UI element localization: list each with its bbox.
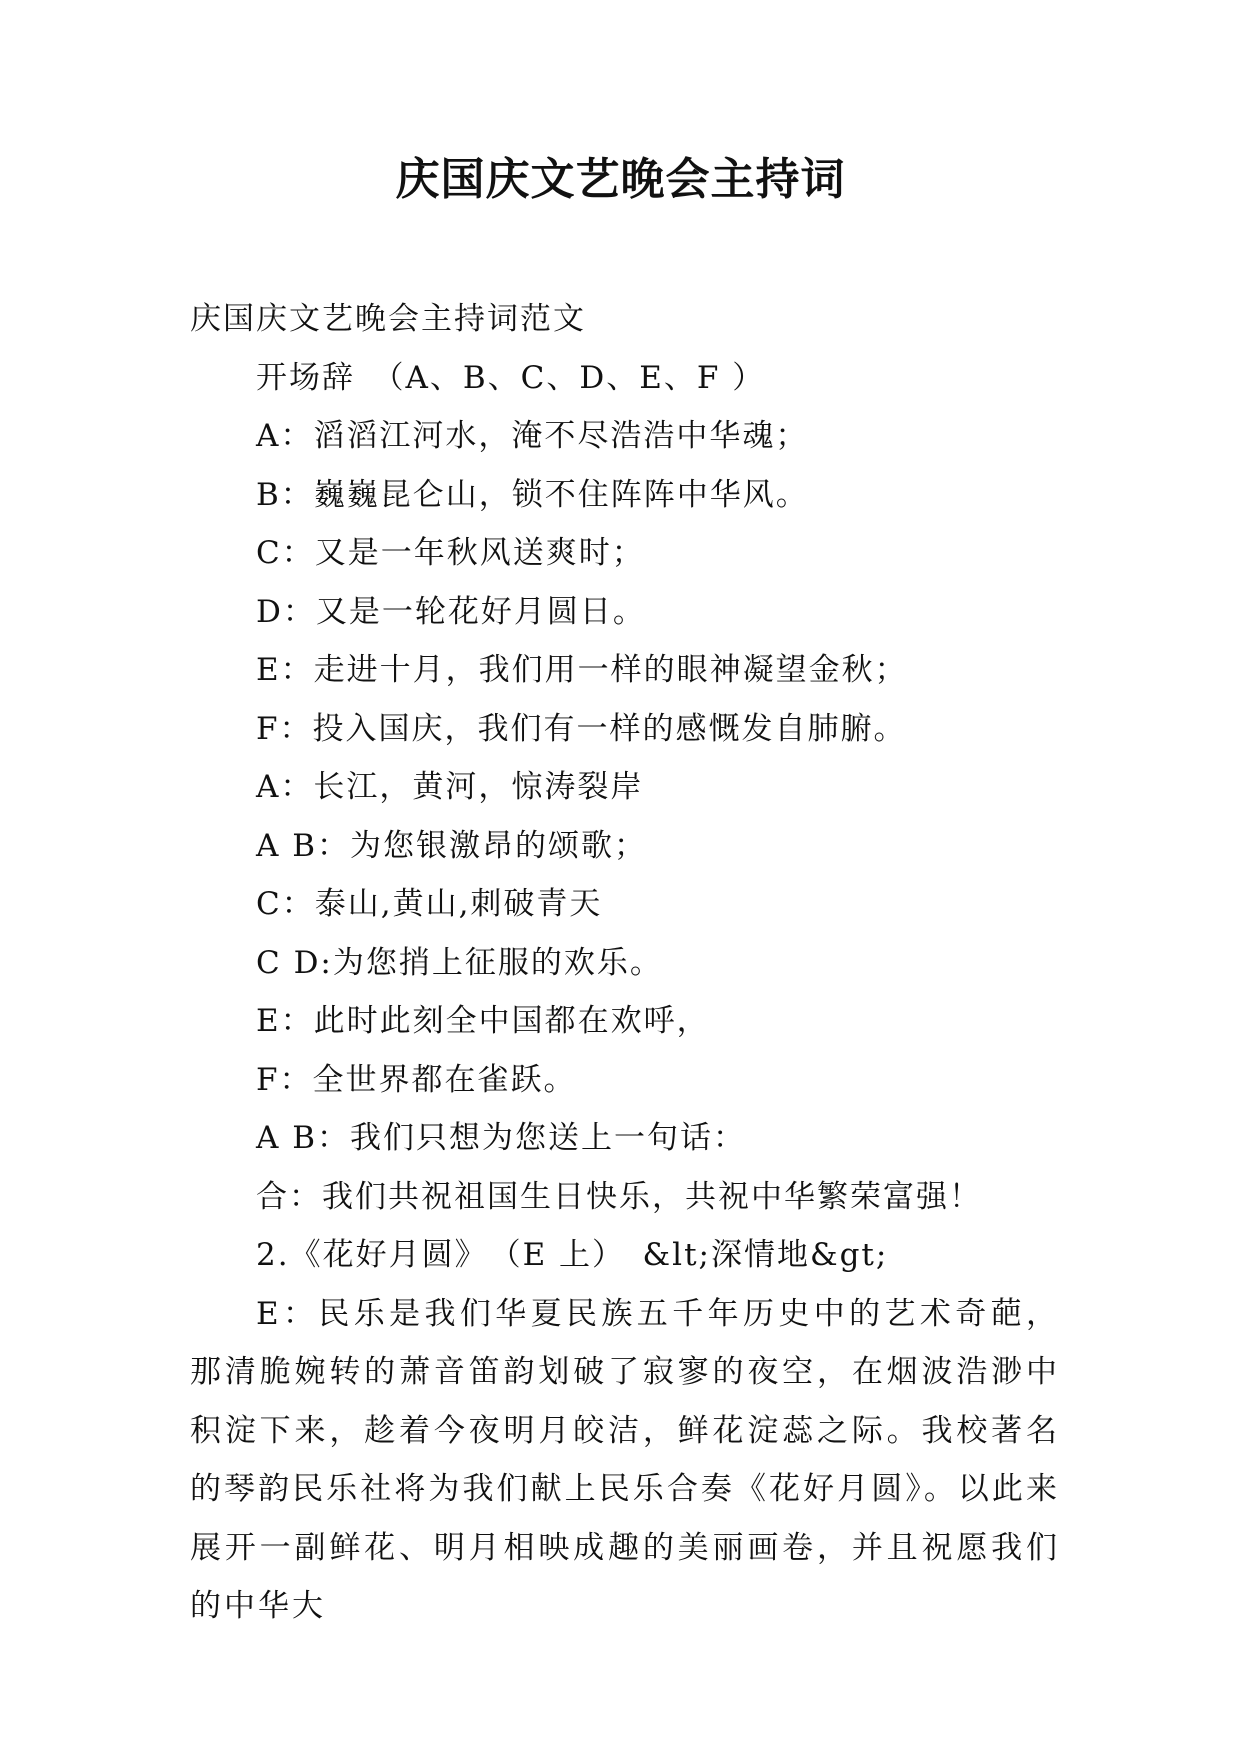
script-line: F：全世界都在雀跃。: [256, 1061, 577, 1098]
document-subtitle: 庆国庆文艺晚会主持词范文: [190, 301, 586, 337]
script-line: C：又是一年秋风送爽时；: [256, 535, 645, 571]
script-line: C D:为您捎上征服的欢乐。: [256, 944, 663, 981]
script-line: A B：为您银激昂的颂歌；: [256, 827, 648, 864]
script-line: A：滔滔江河水，淹不尽浩浩中华魂；: [256, 418, 809, 454]
script-line: B：巍巍昆仑山，锁不住阵阵中华风。: [256, 476, 809, 513]
script-line: E：走进十月，我们用一样的眼神凝望金秋；: [256, 652, 908, 688]
document-title: 庆国庆文艺晚会主持词: [395, 154, 846, 205]
script-line: F：投入国庆，我们有一样的感慨发自肺腑。: [256, 710, 907, 747]
section-heading: 2.《花好月圆》 （E 上） &lt;深情地&gt;: [256, 1237, 889, 1273]
script-line: E：此时此刻全中国都在欢呼，: [256, 1003, 710, 1039]
document-body: [190, 290, 1060, 1636]
script-line: A：长江，黄河，惊涛裂岸: [256, 769, 644, 805]
script-line: A B：我们只想为您送上一句话：: [256, 1120, 747, 1156]
script-line: D：又是一轮花好月圆日。: [256, 593, 646, 630]
script-line: C：泰山,黄山,刺破青天: [256, 886, 603, 922]
script-line: 合：我们共祝祖国生日快乐，共祝中华繁荣富强！: [256, 1178, 982, 1215]
body-paragraph: E：民乐是我们华夏民族五千年历史中的艺术奇葩，那清脆婉转的萧音笛韵划破了寂寥的夜空，在烟波浩渺中积淀下来，趁着今夜明月皎洁，鲜花淀蕊之际。我校著名的琴韵民乐社将为我们献上民乐合奏《花好月圆》。以此来展开一副鲜花、明月相映成趣的美丽画卷，并且祝愿我们的中华大: [190, 1295, 1060, 1624]
script-line-opening: 开场辞 （A、B、C、D、E、F ）: [256, 359, 766, 396]
